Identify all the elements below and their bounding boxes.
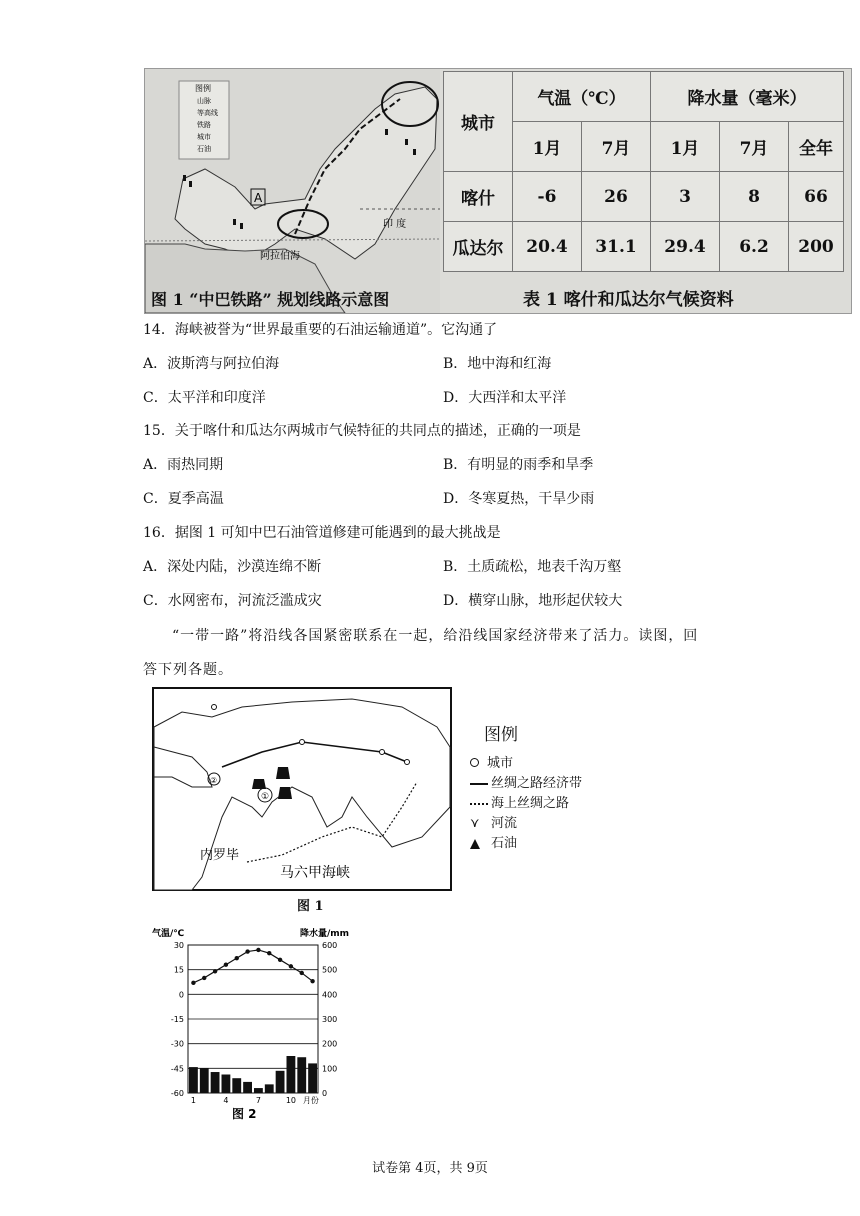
chart-left-tick: -30 bbox=[170, 1039, 184, 1049]
table-header-city: 城市 bbox=[444, 72, 513, 172]
map2-caption: 图 1 bbox=[297, 899, 324, 914]
legend-silk-road-label: 丝绸之路经济带 bbox=[491, 776, 583, 791]
precip-bar bbox=[254, 1088, 263, 1093]
map2-label-nairobi: 内罗毕 bbox=[200, 848, 240, 863]
table-subheader: 1月 bbox=[513, 122, 582, 172]
temperature-point bbox=[278, 958, 282, 962]
chart-right-tick: 500 bbox=[322, 965, 338, 975]
belt-road-map bbox=[152, 687, 452, 891]
question-16-option-c[interactable]: C．水网密布，河流泛滥成灾 bbox=[143, 593, 322, 609]
question-15-option-a[interactable]: A．雨热同期 bbox=[143, 457, 224, 473]
precip-bar bbox=[211, 1072, 220, 1093]
legend-oil bbox=[470, 832, 517, 851]
question-14-option-d[interactable]: D．大西洋和太平洋 bbox=[443, 390, 567, 406]
legend-maritime-label: 海上丝绸之路 bbox=[491, 796, 570, 811]
table-cell: 66 bbox=[789, 172, 844, 222]
chart-left-tick: -60 bbox=[170, 1089, 184, 1098]
temperature-point bbox=[235, 956, 239, 960]
table-cell: -6 bbox=[513, 172, 582, 222]
precip-bar bbox=[308, 1063, 317, 1093]
temperature-point bbox=[267, 951, 271, 955]
precip-bar bbox=[297, 1057, 306, 1093]
intro-line-1: “一带一路”将沿线各国紧密联系在一起，给沿线国家经济带来了活力。读图，回 bbox=[172, 628, 699, 644]
table-header-temp: 气温（℃） bbox=[513, 72, 651, 122]
map-label-arabian-sea: 阿拉伯海 bbox=[260, 251, 300, 262]
solid-line-icon bbox=[470, 783, 488, 785]
question-16-option-a[interactable]: A．深处内陆，沙漠连绵不断 bbox=[143, 559, 322, 575]
precip-bar bbox=[189, 1067, 198, 1093]
map-legend-railway: 铁路 bbox=[197, 121, 211, 129]
precip-bar bbox=[265, 1084, 274, 1093]
legend-maritime bbox=[470, 792, 569, 811]
climate-chart bbox=[150, 925, 360, 1125]
precip-bar bbox=[232, 1078, 241, 1093]
table-cell: 200 bbox=[789, 222, 844, 272]
table-cell: 26 bbox=[582, 172, 651, 222]
temperature-point bbox=[245, 949, 249, 953]
table-cell: 8 bbox=[720, 172, 789, 222]
temperature-point bbox=[213, 969, 217, 973]
table-cell-city: 喀什 bbox=[444, 172, 513, 222]
table1-caption: 表 1 喀什和瓜达尔气候资料 bbox=[523, 290, 734, 310]
table-cell-city: 瓜达尔 bbox=[444, 222, 513, 272]
temperature-point bbox=[289, 964, 293, 968]
chart-left-tick: 0 bbox=[178, 990, 184, 1000]
intro-line-2: 答下列各题。 bbox=[143, 662, 233, 678]
question-14-stem: 14．海峡被誉为“世界最重要的石油运输通道”。它沟通了 bbox=[143, 322, 498, 338]
map1-caption: 图 1 “中巴铁路” 规划线路示意图 bbox=[151, 290, 390, 309]
chart-right-tick: 400 bbox=[322, 990, 338, 1000]
table-cell: 29.4 bbox=[651, 222, 720, 272]
temperature-point bbox=[300, 971, 304, 975]
question-16-stem: 16．据图 1 可知中巴石油管道修建可能遇到的最大挑战是 bbox=[143, 525, 501, 541]
temperature-point bbox=[310, 979, 314, 983]
precip-bar bbox=[200, 1068, 209, 1093]
precip-bar bbox=[243, 1082, 252, 1093]
table-row bbox=[444, 222, 844, 272]
map-legend-mountain: 山脉 bbox=[197, 97, 211, 105]
map-legend-city: 城市 bbox=[197, 133, 211, 141]
table-subheader: 全年 bbox=[789, 122, 844, 172]
chart-x-tick: 7 bbox=[255, 1096, 261, 1105]
page-footer: 试卷第 4页，共 9页 bbox=[372, 1161, 488, 1176]
question-15-option-b[interactable]: B．有明显的雨季和旱季 bbox=[443, 457, 594, 473]
chart-left-tick: -15 bbox=[170, 1015, 184, 1024]
legend-city bbox=[470, 752, 513, 771]
chart-right-tick: 300 bbox=[322, 1015, 338, 1024]
map2-label-circle-1: ① bbox=[261, 792, 270, 802]
temperature-line bbox=[193, 950, 312, 983]
precip-bar bbox=[287, 1056, 296, 1093]
temperature-point bbox=[191, 981, 195, 985]
chart-left-tick: 30 bbox=[173, 941, 184, 950]
table-cell: 6.2 bbox=[720, 222, 789, 272]
legend-oil-label: 石油 bbox=[491, 836, 518, 851]
legend-river bbox=[470, 812, 517, 831]
map-legend-oil: 石油 bbox=[197, 145, 211, 153]
oil-icon bbox=[470, 839, 480, 849]
question-14-option-a[interactable]: A．波斯湾与阿拉伯海 bbox=[143, 356, 280, 372]
temperature-point bbox=[256, 948, 260, 952]
precip-bar bbox=[222, 1075, 231, 1094]
chart-left-axis-label: 气温/℃ bbox=[152, 929, 185, 939]
map-legend-contour: 等高线 bbox=[197, 109, 218, 117]
map2-label-malacca: 马六甲海峡 bbox=[280, 865, 350, 881]
precip-bar bbox=[276, 1071, 285, 1093]
table-cell: 3 bbox=[651, 172, 720, 222]
table-subheader: 1月 bbox=[651, 122, 720, 172]
map2-label-circle-2: ② bbox=[210, 776, 218, 785]
legend-silk-road bbox=[470, 772, 582, 791]
table-cell: 31.1 bbox=[582, 222, 651, 272]
table-cell: 20.4 bbox=[513, 222, 582, 272]
chart-left-tick: 15 bbox=[173, 965, 184, 975]
city-icon bbox=[470, 758, 479, 767]
temperature-point bbox=[224, 963, 228, 967]
river-icon: ⋎ bbox=[470, 816, 480, 831]
table-subheader: 7月 bbox=[582, 122, 651, 172]
question-16-option-b[interactable]: B．土质疏松，地表千沟万壑 bbox=[443, 559, 622, 575]
chart-caption: 图 2 bbox=[232, 1107, 257, 1121]
chart-x-tick: 1 bbox=[190, 1096, 196, 1105]
legend-river-label: 河流 bbox=[491, 816, 518, 831]
map-label-india: 印 度 bbox=[383, 219, 407, 230]
chart-x-tick: 10 bbox=[285, 1096, 297, 1105]
chart-left-tick: -45 bbox=[170, 1064, 184, 1074]
table-header-precip: 降水量（毫米） bbox=[651, 72, 844, 122]
map-label-a: A bbox=[254, 191, 263, 205]
chart-right-axis-label: 降水量/mm bbox=[300, 929, 350, 939]
question-14-option-c[interactable]: C．太平洋和印度洋 bbox=[143, 390, 266, 406]
legend-city-label: 城市 bbox=[487, 756, 514, 771]
temperature-point bbox=[202, 976, 206, 980]
question-15-stem: 15．关于喀什和瓜达尔两城市气候特征的共同点的描述，正确的一项是 bbox=[143, 423, 581, 439]
question-15-option-d[interactable]: D．冬寒夏热，干旱少雨 bbox=[443, 491, 595, 507]
cpec-route-map bbox=[145, 69, 440, 313]
chart-right-tick: 200 bbox=[322, 1039, 338, 1049]
question-14-option-b[interactable]: B．地中海和红海 bbox=[443, 356, 552, 372]
chart-x-tick: 4 bbox=[223, 1096, 229, 1105]
climate-data-table bbox=[443, 71, 844, 272]
figure1-panel bbox=[144, 68, 852, 314]
map2-legend-title: 图例 bbox=[484, 725, 518, 745]
chart-x-unit: 月份 bbox=[302, 1096, 319, 1105]
table-subheader: 7月 bbox=[720, 122, 789, 172]
map-legend-title: 图例 bbox=[195, 84, 211, 93]
table-row bbox=[444, 172, 844, 222]
chart-right-tick: 600 bbox=[322, 941, 338, 950]
chart-right-tick: 100 bbox=[322, 1064, 338, 1074]
question-16-option-d[interactable]: D．横穿山脉，地形起伏较大 bbox=[443, 593, 623, 609]
question-15-option-c[interactable]: C．夏季高温 bbox=[143, 491, 224, 507]
chart-right-tick: 0 bbox=[322, 1089, 328, 1098]
dotted-line-icon bbox=[470, 803, 488, 805]
